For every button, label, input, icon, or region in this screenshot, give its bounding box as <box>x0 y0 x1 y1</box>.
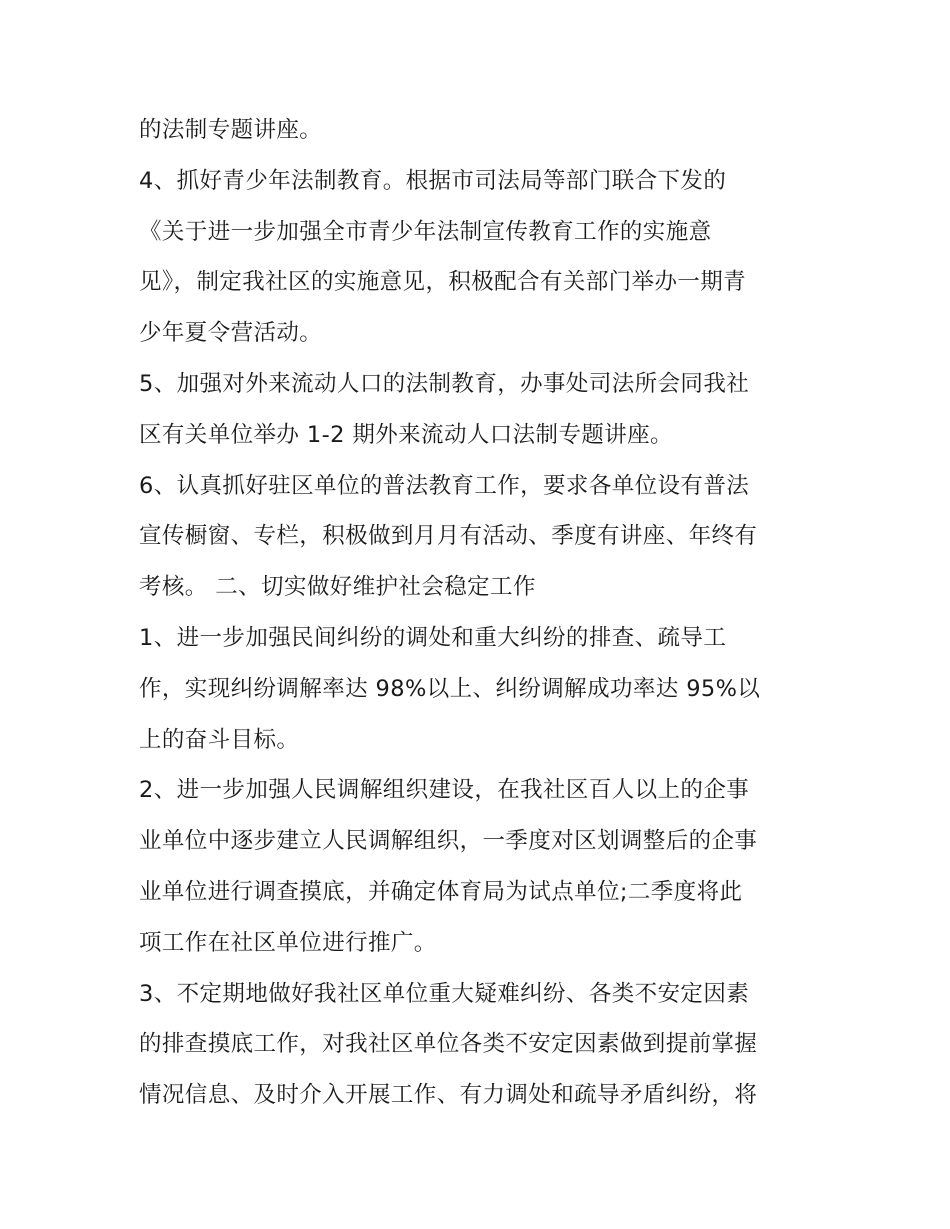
text-line-13: 上的奋斗目标。 <box>139 726 300 753</box>
text-line-6: 5、加强对外来流动人口的法制教育，办事处司法所会同我社 <box>139 370 750 397</box>
text-line-3: 《关于进一步加强全市青少年法制宣传教育工作的实施意 <box>139 218 712 245</box>
text-line-10: 考核。 二、切实做好维护社会稳定工作 <box>139 574 536 601</box>
text-line-5: 少年夏令营活动。 <box>139 320 323 347</box>
text-line-12: 作，实现纠纷调解率达 98%以上、纠纷调解成功率达 95%以 <box>139 675 761 702</box>
text-line-1: 的法制专题讲座。 <box>139 117 323 143</box>
text-line-7: 区有关单位举办 1-2 期外来流动人口法制专题讲座。 <box>139 421 673 448</box>
text-line-8: 6、认真抓好驻区单位的普法教育工作，要求各单位设有普法 <box>139 472 750 499</box>
text-line-15: 业单位中逐步建立人民调解组织，一季度对区划调整后的企事 <box>139 828 758 855</box>
text-line-20: 情况信息、及时介入开展工作、有力调处和疏导矛盾纠纷，将 <box>139 1082 758 1109</box>
text-line-11: 1、进一步加强民间纠纷的调处和重大纠纷的排查、疏导工 <box>139 624 727 651</box>
text-line-18: 3、不定期地做好我社区单位重大疑难纠纷、各类不安定因素 <box>139 980 750 1007</box>
text-line-9: 宣传橱窗、专栏，积极做到月月有活动、季度有讲座、年终有 <box>139 523 758 550</box>
text-line-2: 4、抓好青少年法制教育。根据市司法局等部门联合下发的 <box>139 167 727 194</box>
document-body <box>139 105 819 1121</box>
text-line-17: 项工作在社区单位进行推广。 <box>139 929 437 956</box>
text-line-19: 的排查摸底工作，对我社区单位各类不安定因素做到提前掌握 <box>139 1031 758 1058</box>
text-line-14: 2、进一步加强人民调解组织建设，在我社区百人以上的企事 <box>139 777 750 804</box>
text-line-4: 见》，制定我社区的实施意见，积极配合有关部门举办一期青 <box>139 269 747 296</box>
text-line-16: 业单位进行调查摸底，并确定体育局为试点单位;二季度将此 <box>139 878 743 905</box>
